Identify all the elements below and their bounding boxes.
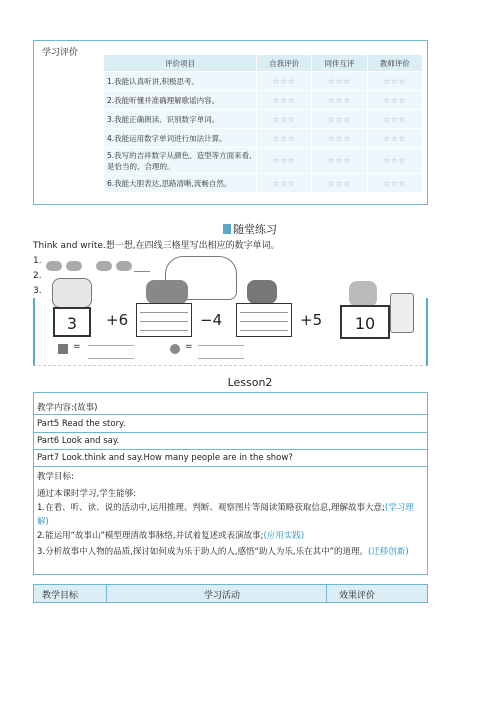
star-rating: ☆☆☆ <box>312 148 367 174</box>
star-rating: ☆☆☆ <box>367 72 422 91</box>
table-row <box>104 148 423 174</box>
col-evaluation: 效果评价 <box>339 591 376 601</box>
machine-icon <box>390 293 414 333</box>
star-rating: ☆☆☆ <box>367 91 422 110</box>
eval-item: 2.我能听懂并准确理解歌谣内容。 <box>104 91 257 110</box>
evaluation-title: 学习评价 <box>42 48 79 58</box>
header-item: 评价项目 <box>104 55 257 72</box>
chick-icon <box>349 281 377 307</box>
table-row <box>104 174 423 193</box>
square-icon <box>58 344 68 354</box>
goal-3-text: 3.分析故事中人物的品质,探讨如何成为乐于助人的人,感悟“助人为乐,乐在其中”的道理。 <box>37 547 369 557</box>
answer-box[interactable] <box>236 303 292 337</box>
lesson-part: Part6 Look and say. <box>37 436 120 446</box>
star-rating: ☆☆☆ <box>257 129 312 148</box>
elephant-icon <box>146 280 188 304</box>
evaluation-table <box>103 54 423 193</box>
header-peer: 同伴互评 <box>312 55 367 72</box>
eval-item: 3.我能正确朗读、识别数字单词。 <box>104 110 257 129</box>
col-goals: 教学目标 <box>42 591 79 601</box>
goal-2 <box>37 529 422 541</box>
goal-3 <box>37 545 422 559</box>
equals-sign: = <box>185 342 193 352</box>
animal-face-icon <box>116 261 132 271</box>
animal-face-icon <box>46 261 62 271</box>
animal-face-icon <box>96 261 112 271</box>
star-rating: ☆☆☆ <box>312 91 367 110</box>
bear-icon <box>247 280 277 304</box>
divider <box>106 585 107 602</box>
practice-icon <box>223 224 231 234</box>
question-number: 1. <box>33 256 42 266</box>
star-rating: ☆☆☆ <box>257 72 312 91</box>
goal-2-tag: (应用实践) <box>263 531 305 541</box>
operator-minus-4: −4 <box>200 311 223 329</box>
dog-icon <box>52 278 92 308</box>
eval-item: 5.我写的吉祥数字从颜色、造型等方面来看,是恰当的、合理的。 <box>104 148 257 174</box>
goal-1-tag: (学习理解) <box>37 503 414 527</box>
result-number-box: 10 <box>340 305 390 339</box>
star-rating: ☆☆☆ <box>367 110 422 129</box>
write-line[interactable] <box>198 345 244 359</box>
instruction-text: Think and write.想一想,在四线三格里写出相应的数字单词。 <box>33 241 280 251</box>
goal-2-text: 2.能运用“故事山”模型理清故事脉络,并试着复述或表演故事; <box>37 531 264 541</box>
practice-header <box>0 221 500 237</box>
write-line[interactable] <box>88 345 134 359</box>
goals-intro: 通过本课时学习,学生能够: <box>37 489 137 499</box>
start-number-box: 3 <box>53 307 91 337</box>
eval-item: 6.我能大胆表达,思路清晰,流畅自然。 <box>104 174 257 193</box>
table-row <box>104 91 423 110</box>
star-rating: ☆☆☆ <box>367 174 422 193</box>
star-rating: ☆☆☆ <box>312 129 367 148</box>
table-header-row <box>104 55 423 72</box>
operator-plus-6: +6 <box>106 311 129 329</box>
table-row <box>104 110 423 129</box>
lesson-part: Part5 Read the story. <box>37 419 126 429</box>
star-rating: ☆☆☆ <box>367 148 422 174</box>
star-rating: ☆☆☆ <box>257 148 312 174</box>
eval-item: 1.我能认真听讲,积极思考。 <box>104 72 257 91</box>
star-rating: ☆☆☆ <box>367 129 422 148</box>
question-number: 3. <box>33 286 42 296</box>
circle-icon <box>170 344 180 354</box>
divider <box>33 466 428 467</box>
table-row <box>104 129 423 148</box>
goal-1-text: 1.在看、听、读、说的活动中,运用推理、判断、观察图片等阅读策略获取信息,理解故事大意; <box>37 503 385 513</box>
header-self: 自我评价 <box>257 55 312 72</box>
plan-table-header <box>33 584 428 603</box>
goal-1 <box>37 501 422 529</box>
star-rating: ☆☆☆ <box>312 72 367 91</box>
question-number: 2. <box>33 271 42 281</box>
operator-plus-5: +5 <box>300 311 323 329</box>
divider <box>33 432 428 433</box>
content-label: 教学内容:(故事) <box>37 403 98 413</box>
lesson-title: Lesson2 <box>227 376 273 389</box>
divider <box>326 585 327 602</box>
divider <box>33 449 428 450</box>
star-rating: ☆☆☆ <box>257 174 312 193</box>
answer-box[interactable] <box>136 303 192 337</box>
lesson-part: Part7 Look.think and say.How many people are in the show? <box>37 453 293 463</box>
goals-label: 教学目标: <box>37 472 74 482</box>
header-teacher: 教师评价 <box>367 55 422 72</box>
col-activities: 学习活动 <box>204 591 241 601</box>
write-line <box>134 271 150 272</box>
equals-sign: = <box>73 342 81 352</box>
practice-header-label: 随堂练习 <box>233 223 277 236</box>
star-rating: ☆☆☆ <box>257 91 312 110</box>
goal-3-tag: (迁移创新) <box>368 547 409 557</box>
star-rating: ☆☆☆ <box>312 110 367 129</box>
star-rating: ☆☆☆ <box>257 110 312 129</box>
divider <box>33 414 428 415</box>
eval-item: 4.我能运用数字单词进行加法计算。 <box>104 129 257 148</box>
animal-face-icon <box>66 261 82 271</box>
table-row <box>104 72 423 91</box>
star-rating: ☆☆☆ <box>312 174 367 193</box>
